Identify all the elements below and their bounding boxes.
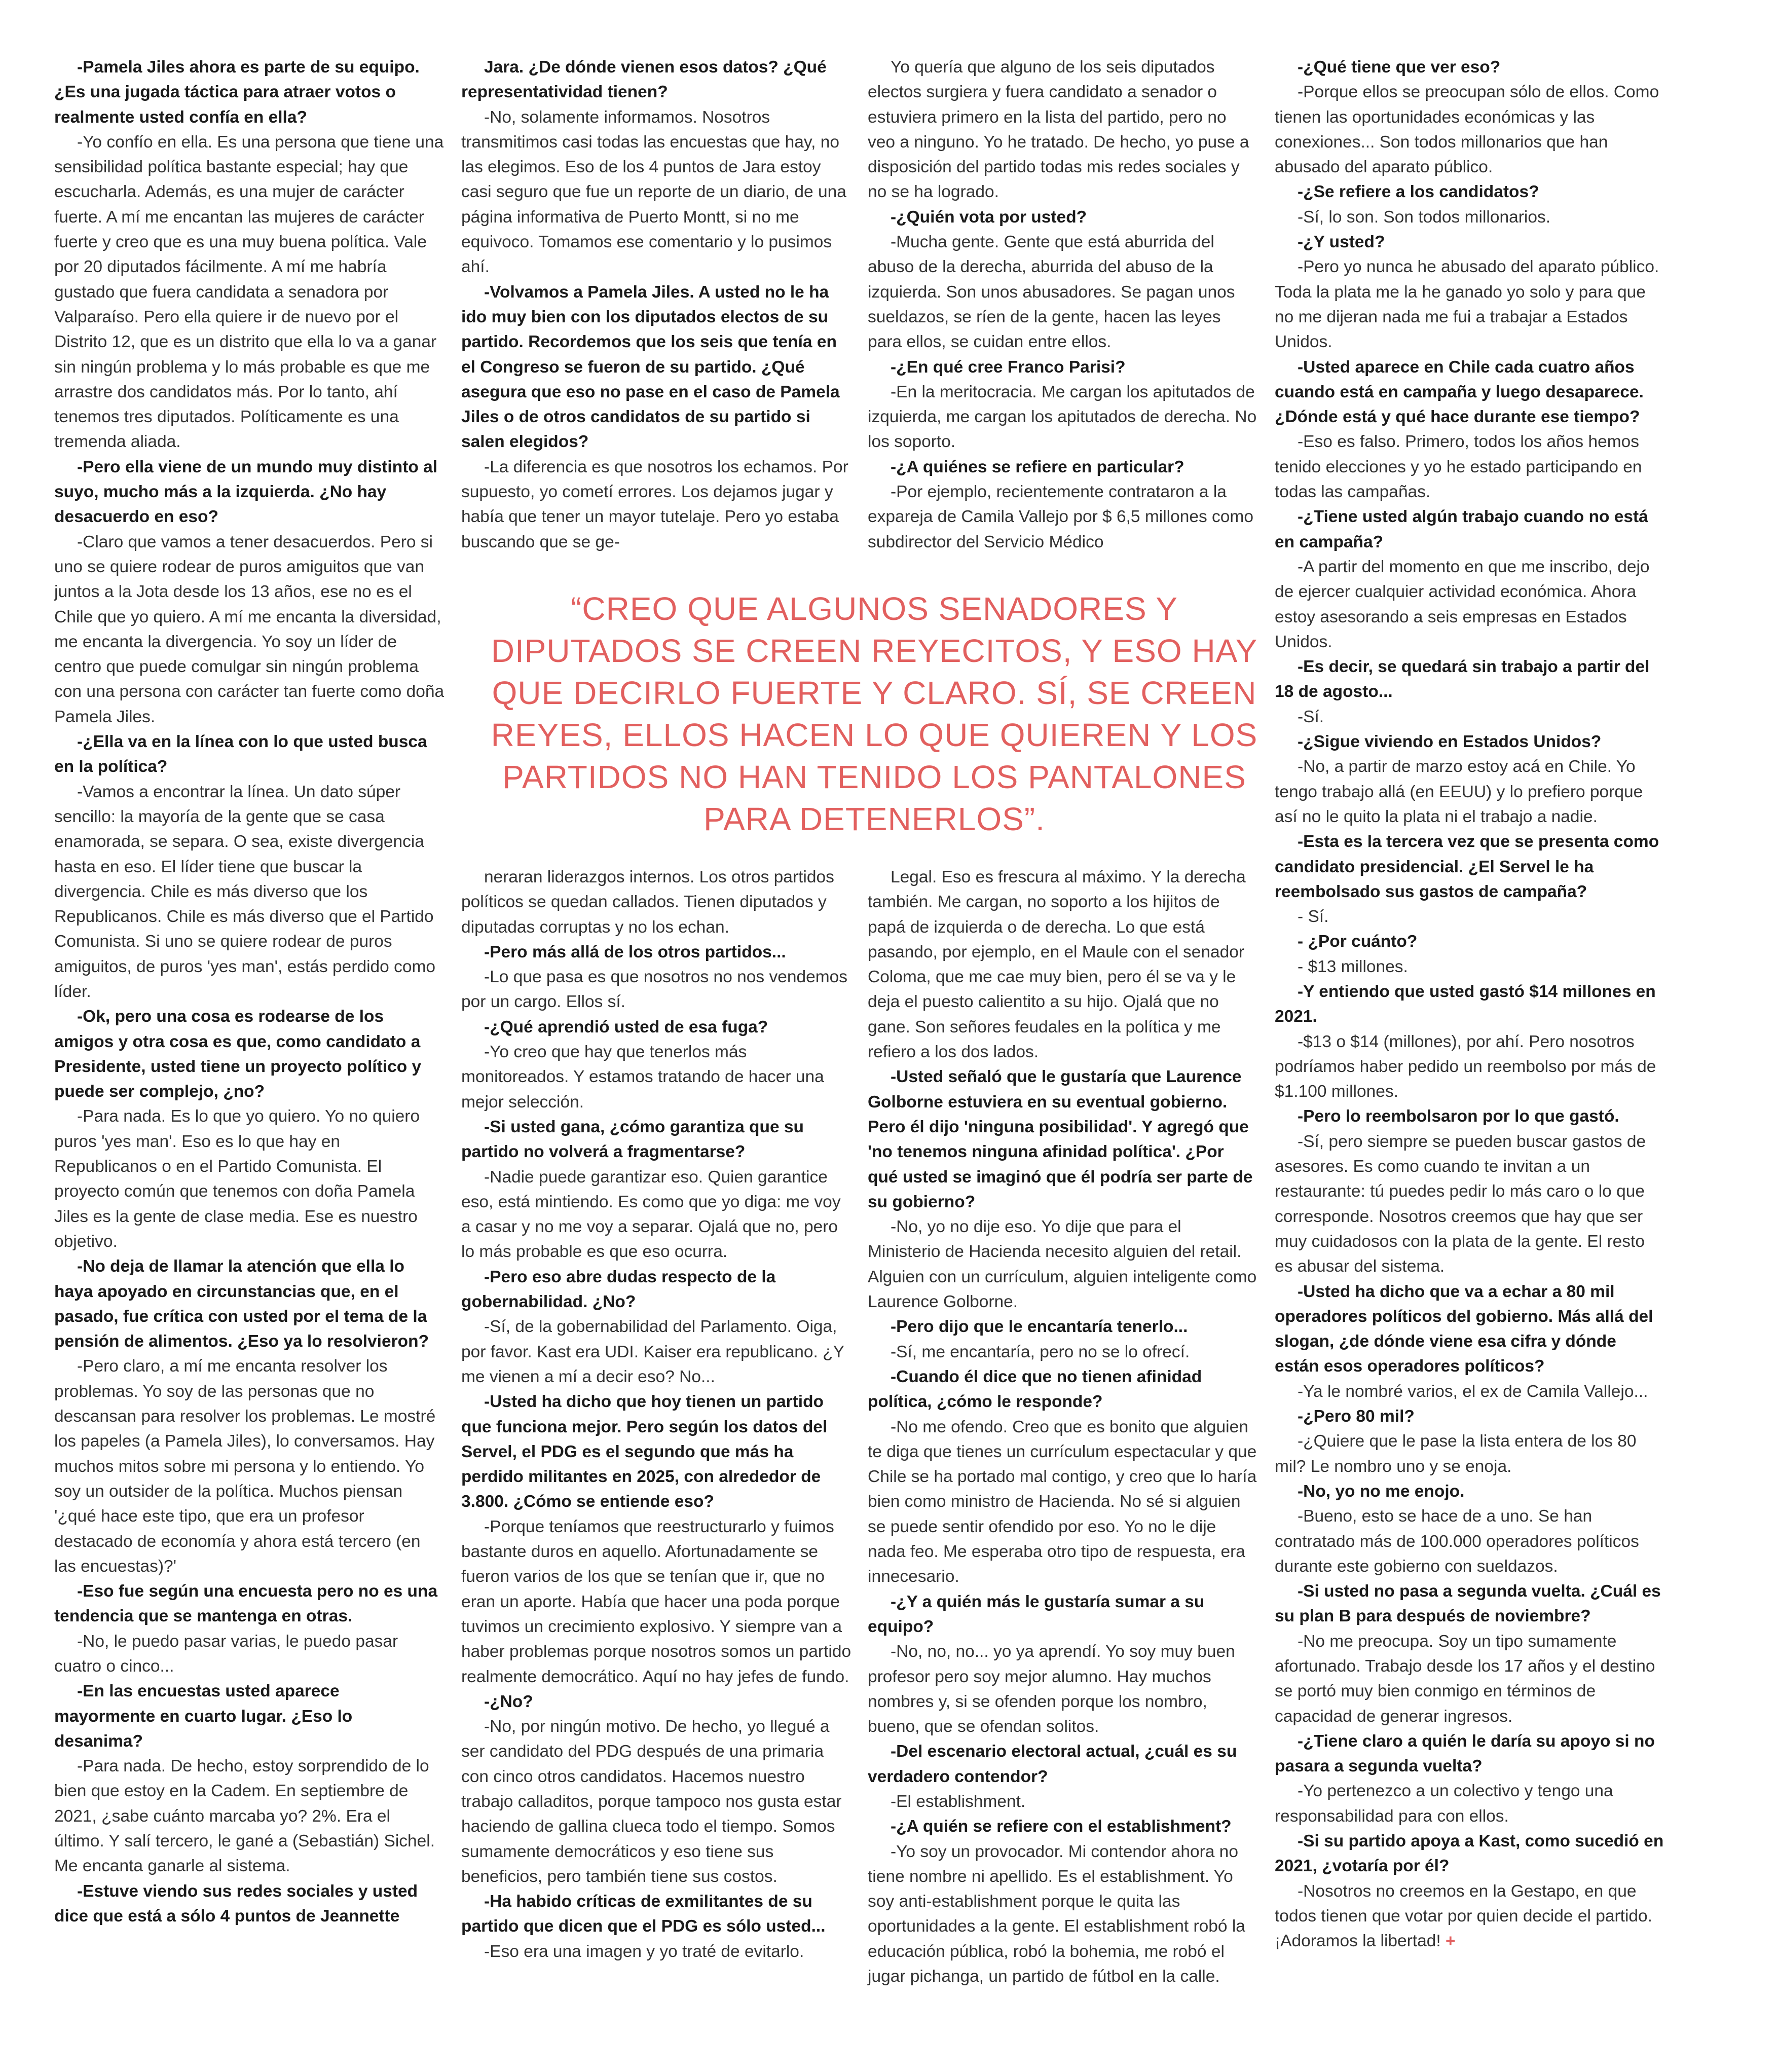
interview-answer: -No me ofendo. Creo que es bonito que alguien te diga que tienes un currículum espectacular y que Chile se ha portado mal contigo, y creo que lo haría bien como ministro de Hacienda. No sé si alguien se puede sentir ofendido por eso. Yo no le dije nada feo. Me esperaba otro tipo de respuesta, era innecesario. (868, 1417, 1257, 1586)
interview-answer: -Claro que vamos a tener desacuerdos. Pero si uno se quiere rodear de puros amiguitos que van juntos a la Jota desde los 13 años, ese no es el Chile que yo quiero. A mí me encanta la diversidad, me encanta la divergencia. Yo soy un líder de centro que puede comulgar sin ningún problema con una persona con carácter tan fuerte como doña Pamela Jiles. (54, 532, 444, 726)
interview-answer: -Yo confío en ella. Es una persona que tiene una sensibilidad política bastante especial; hay que escucharla. Además, es una mujer de carácter fuerte. A mí me encantan las mujeres de carácter fuerte y creo que es una muy buena política. Vale por 20 diputados fácilmente. A mí me habría gustado que fuera candidata a senadora por Valparaíso. Pero ella quiere ir de nuevo por el Distrito 12, que es un distrito que ella lo va a ganar sin ningún problema y lo más probable es que me arrastre dos candidatos más. Por lo tanto, ahí tenemos tres diputados. Políticamente es una tremenda aliada. (54, 132, 444, 452)
interview-answer: -Pero claro, a mí me encanta resolver los problemas. Yo soy de las personas que no descansan para resolver los problemas. Le mostré los papeles (a Pamela Jiles), lo conversamos. Hay muchos mitos sobre mi persona y lo entiendo. Yo soy un outsider de la política. Muchos piensan '¿qué hace este tipo, que era un profesor destacado de economía y ahora está tercero (en las encuestas)?' (54, 1357, 436, 1576)
interview-answer: -Por ejemplo, recientemente contrataron a la expareja de Camila Vallejo por $ 6,5 millones como subdirector del Servicio Médico (868, 483, 1253, 551)
interview-answer: -Yo soy un provocador. Mi contendor ahora no tiene nombre ni apellido. Es el establishment. Yo soy anti-establishment porque le quita las oportunidades a la gente. El establishment robó la educación pública, robó la bohemia, me robó el jugar pichanga, un partido de fútbol en la calle. (868, 1842, 1245, 1986)
interview-answer: -Para nada. Es lo que yo quiero. Yo no quiero puros 'yes man'. Eso es lo que hay en Republicanos o en el Partido Comunista. El proyecto común que tenemos con doña Pamela Jiles es la gente de clase media. Ese es nuestro objetivo. (54, 1107, 420, 1251)
interview-question: -¿Tiene usted algún trabajo cuando no está en campaña? (1275, 507, 1648, 551)
interview-question: -Pero más allá de los otros partidos... (484, 942, 786, 961)
interview-question: -Y entiendo que usted gastó $14 millones en 2021. (1275, 982, 1656, 1026)
interview-question: -¿Pero 80 mil? (1298, 1407, 1415, 1426)
end-mark: + (1446, 1932, 1456, 1951)
interview-answer: -Bueno, esto se hace de a uno. Se han contratado más de 100.000 operadores políticos durante este gobierno con sueldazos. (1275, 1507, 1639, 1576)
interview-answer: -Sí, lo son. Son todos millonarios. (1298, 207, 1551, 227)
interview-question: -En las encuestas usted aparece mayormente en cuarto lugar. ¿Eso lo desanima? (54, 1682, 353, 1751)
interview-question: -Pamela Jiles ahora es parte de su equipo. ¿Es una jugada táctica para atraer votos o realmente usted confía en ella? (54, 58, 420, 127)
interview-answer: -Sí, de la gobernabilidad del Parlamento. Oiga, por favor. Kast era UDI. Kaiser era republicano. ¿Y me vienen a mí a decir eso? No... (461, 1317, 844, 1386)
interview-answer: -En la meritocracia. Me cargan los apitutados de izquierda, me cargan los apitutados de derecha. No los soporto. (868, 382, 1257, 452)
interview-question: -Si su partido apoya a Kast, como sucedió en 2021, ¿votaría por él? (1275, 1832, 1664, 1876)
interview-answer: neraran liderazgos internos. Los otros partidos políticos se quedan callados. Tienen diputados y diputadas corruptas y no los echan. (461, 868, 834, 937)
interview-question: -Pero lo reembolsaron por lo que gastó. (1298, 1107, 1619, 1126)
interview-question: -Usted aparece en Chile cada cuatro años cuando está en campaña y luego desaparece. ¿Dónde está y qué hace durante ese tiempo? (1275, 357, 1644, 427)
interview-answer: -Para nada. De hecho, estoy sorprendido de lo bien que estoy en la Cadem. En septiembre de 2021, ¿sabe cuánto marcaba yo? 2%. Era el último. Y salí tercero, le gané a (Sebastián) Sichel. Me encanta ganarle al sistema. (54, 1757, 435, 1876)
interview-answer: Yo quería que alguno de los seis diputados electos surgiera y fuera candidato a senador o estuviera primero en la lista del partido, pero no veo a ninguno. Yo he tratado. De hecho, yo puse a disposición del partido todas mis redes sociales y no se ha logrado. (868, 58, 1249, 202)
interview-answer: -Sí, pero siempre se pueden buscar gastos de asesores. Es como cuando te invitan a un restaurante: tú puedes pedir lo más caro o lo que corresponde. Nosotros creemos que hay que ser muy cuidadosos con la plata de la gente. El resto es abusar del sistema. (1275, 1132, 1646, 1276)
interview-question: -Del escenario electoral actual, ¿cuál es su verdadero contendor? (868, 1742, 1237, 1786)
interview-question: - ¿Por cuánto? (1298, 932, 1418, 951)
interview-question: -¿En qué cree Franco Parisi? (891, 357, 1126, 377)
interview-question: -No, yo no me enojo. (1298, 1482, 1465, 1501)
interview-question: -Si usted no pasa a segunda vuelta. ¿Cuál es su plan B para después de noviembre? (1275, 1582, 1661, 1626)
interview-answer: -Porque teníamos que reestructurarlo y fuimos bastante duros en aquello. Afortunadamente se fueron varios de los que se tenían que ir, que no eran un aporte. Había que hacer una poda porque tuvimos un crecimiento explosivo. Y siempre van a haber problemas porque nosotros somos un partido realmente democrático. Aquí no hay jefes de fundo. (461, 1517, 851, 1686)
interview-question: -Usted señaló que le gustaría que Laurence Golborne estuviera en su eventual gobierno. Pero él dijo 'ninguna posibilidad'. Y agregó que 'no tenemos ninguna afinidad política'. ¿Por qué usted se imaginó que él podría ser parte de su gobierno? (868, 1067, 1253, 1211)
interview-question: -Es decir, se quedará sin trabajo a partir del 18 de agosto... (1275, 657, 1650, 701)
interview-question: -Cuando él dice que no tienen afinidad política, ¿cómo le responde? (868, 1367, 1202, 1412)
interview-answer: -No, por ningún motivo. De hecho, yo llegué a ser candidato del PDG después de una primaria con cinco otros candidatos. Hacemos nuestro trabajo calladitos, porque tampoco nos gusta estar haciendo de gallina clueca todo el tiempo. Somos sumamente democráticos y eso tiene sus beneficios, pero también tiene sus costos. (461, 1717, 842, 1886)
interview-question: -¿Qué tiene que ver eso? (1298, 58, 1501, 77)
interview-answer: -Eso es falso. Primero, todos los años hemos tenido elecciones y yo he estado participando en todas las campañas. (1275, 432, 1642, 502)
interview-answer: -No, yo no dije eso. Yo dije que para el Ministerio de Hacienda necesito alguien del retail. Alguien con un currículum, alguien inteligente como Laurence Golborne. (868, 1217, 1257, 1312)
interview-answer: -No, no, no... yo ya aprendí. Yo soy muy buen profesor pero soy mejor alumno. Hay muchos nombres y, si se ofenden porque los nombro, bueno, que se ofendan solitos. (868, 1642, 1235, 1736)
interview-answer: -$13 o $14 (millones), por ahí. Pero nosotros podríamos haber pedido un reembolso por más de $1.100 millones. (1275, 1032, 1656, 1101)
column-3-bottom (868, 865, 1258, 1989)
interview-answer: -No, solamente informamos. Nosotros transmitimos casi todas las encuestas que hay, no las elegimos. Eso de los 4 puntos de Jara estoy casi seguro que fue un reporte de un diario, de una página informativa de Puerto Montt, si no me equivoco. Tomamos ese comentario y lo pusimos ahí. (461, 107, 846, 277)
interview-question: -¿No? (484, 1692, 533, 1711)
interview-answer: -Lo que pasa es que nosotros no nos vendemos por un cargo. Ellos sí. (461, 968, 848, 1012)
interview-question: -No deja de llamar la atención que ella lo haya apoyado en circunstancias que, en el pasado, fue crítica con usted por el tema de la pensión de alimentos. ¿Eso ya lo resolvieron? (54, 1257, 429, 1351)
interview-answer: -Yo creo que hay que tenerlos más monitoreados. Y estamos tratando de hacer una mejor selección. (461, 1043, 824, 1112)
interview-question: -Si usted gana, ¿cómo garantiza que su partido no volverá a fragmentarse? (461, 1117, 804, 1162)
interview-question: -¿Y usted? (1298, 233, 1385, 252)
interview-answer: -La diferencia es que nosotros los echamos. Por supuesto, yo cometí errores. Los dejamos jugar y había que tener un mayor tutelaje. Pero yo estaba buscando que se ge- (461, 457, 848, 551)
interview-question: -Usted ha dicho que va a echar a 80 mil operadores políticos del gobierno. Más allá del slogan, ¿de dónde viene esa cifra y dónde están esos operadores políticos? (1275, 1282, 1653, 1376)
interview-answer: -Pero yo nunca he abusado del aparato público. Toda la plata me la he ganado yo solo y para que no me dijeran nada me fui a trabajar a Estados Unidos. (1275, 257, 1659, 352)
interview-answer: -Sí. (1298, 707, 1324, 726)
interview-question: -Volvamos a Pamela Jiles. A usted no le ha ido muy bien con los diputados electos de su partido. Recordemos que los seis que tenía en el Congreso se fueron de su partido. ¿Qué asegura que eso no pase en el caso de Pamela Jiles o de otros candidatos de su partido si salen elegidos? (461, 282, 840, 452)
interview-answer-text: -Nosotros no creemos en la Gestapo, en que todos tienen que votar por quien decide el partido. ¡Adoramos la libertad! (1275, 1881, 1652, 1951)
column-1 (54, 55, 444, 1929)
interview-answer: -Porque ellos se preocupan sólo de ellos. Como tienen las oportunidades económicas y las conexiones... Son todos millonarios que han abusado del aparato público. (1275, 83, 1659, 177)
interview-answer: -¿Quiere que le pase la lista entera de los 80 mil? Le nombro uno y se enoja. (1275, 1432, 1637, 1476)
interview-answer: -Nadie puede garantizar eso. Quien garantice eso, está mintiendo. Es como que yo diga: me voy a casar y no me voy a separar. Ojalá que no, pero lo más probable es que eso ocurra. (461, 1167, 841, 1262)
interview-answer: Legal. Eso es frescura al máximo. Y la derecha también. Me cargan, no soporto a los hijitos de papá de izquierda o de derecha. Lo que está pasando, por ejemplo, en el Maule con el senador Coloma, que me cae muy bien, pero él se va y le deja el puesto calientito a su hijo. Ojalá que no gane. Son señores feudales en la política y me refiero a los dos lados. (868, 868, 1246, 1062)
interview-question: -Ha habido críticas de exmilitantes de su partido que dicen que el PDG es sólo usted... (461, 1892, 826, 1936)
interview-question: Jara. ¿De dónde vienen esos datos? ¿Qué representatividad tienen? (461, 58, 827, 102)
interview-answer: - Sí. (1298, 907, 1329, 927)
interview-answer: -Mucha gente. Gente que está aburrida del abuso de la derecha, aburrida del abuso de la izquierda. Son unos abusadores. Se pagan unos sueldazos, se ríen de la gente, hacen las leyes para ellos, se cuidan entre ellos. (868, 233, 1235, 352)
interview-question: -¿Y a quién más le gustaría sumar a su equipo? (868, 1592, 1205, 1636)
interview-answer: -Sí, me encantaría, pero no se lo ofrecí. (891, 1342, 1190, 1361)
interview-answer: -Yo pertenezco a un colectivo y tengo una responsabilidad para con ellos. (1275, 1782, 1613, 1826)
interview-question: -¿Ella va en la línea con lo que usted busca en la política? (54, 732, 427, 776)
interview-question: -¿Tiene claro a quién le daría su apoyo si no pasara a segunda vuelta? (1275, 1731, 1655, 1776)
interview-question: -Ok, pero una cosa es rodearse de los amigos y otra cosa es que, como candidato a Presidente, usted tiene un proyecto político y puede ser complejo, ¿no? (54, 1007, 422, 1101)
interview-answer (1275, 1879, 1665, 1954)
interview-question: -Esta es la tercera vez que se presenta como candidato presidencial. ¿El Servel le ha reembolsado sus gastos de campaña? (1275, 832, 1659, 901)
pull-quote: “CREO QUE ALGUNOS SENADORES Y DIPUTADOS SE CREEN REYECITOS, Y ESO HAY QUE DECIRLO FUERTE Y CLARO. SÍ, SE CREEN REYES, ELLOS HACEN LO QUE QUIEREN Y LOS PARTIDOS NO HAN TENIDO LOS PANTALONES PARA DETENERLOS”. (491, 590, 1258, 837)
interview-question: -Usted ha dicho que hoy tienen un partido que funciona mejor. Pero según los datos del Servel, el PDG es el segundo que más ha perdido militantes en 2025, con alrededor de 3.800. ¿Cómo se entiende eso? (461, 1392, 828, 1511)
interview-question: -Pero dijo que le encantaría tenerlo... (891, 1317, 1188, 1337)
interview-question: -¿Se refiere a los candidatos? (1298, 182, 1539, 202)
interview-question: -Pero ella viene de un mundo muy distinto al suyo, mucho más a la izquierda. ¿No hay desacuerdo en eso? (54, 457, 438, 527)
interview-question: -¿Sigue viviendo en Estados Unidos? (1298, 732, 1602, 752)
interview-answer: -No me preocupa. Soy un tipo sumamente afortunado. Trabajo desde los 17 años y el destino se portó muy bien conmigo en términos de capacidad de generar ingresos. (1275, 1632, 1655, 1726)
column-2-bottom (461, 865, 851, 1964)
interview-answer: -No, le puedo pasar varias, le puedo pasar cuatro o cinco... (54, 1632, 398, 1676)
interview-answer: - $13 millones. (1298, 957, 1408, 976)
interview-answer: -Eso era una imagen y yo traté de evitarlo. (484, 1942, 804, 1961)
interview-answer: -No, a partir de marzo estoy acá en Chile. Yo tengo trabajo allá (en EEUU) y lo prefiero porque así no le quito la plata ni el trabajo a nadie. (1275, 757, 1643, 826)
column-4 (1275, 55, 1665, 1954)
interview-answer: -Vamos a encontrar la línea. Un dato súper sencillo: la mayoría de la gente que se casa enamorada, se separa. O sea, existe divergencia hasta en eso. El líder tiene que buscar la divergencia. Chile es más diverso que los Republicanos. Chile es más diverso que el Partido Comunista. Si uno se quiere rodear de puros amiguitos, de puros 'yes man', estás perdido como líder. (54, 782, 436, 1001)
interview-answer: -Ya le nombré varios, el ex de Camila Vallejo... (1298, 1382, 1648, 1401)
interview-question: -Pero eso abre dudas respecto de la gobernabilidad. ¿No? (461, 1267, 776, 1312)
interview-question: -¿A quiénes se refiere en particular? (891, 457, 1184, 476)
interview-answer: -El establishment. (891, 1792, 1026, 1811)
interview-question: -¿Quién vota por usted? (891, 207, 1087, 227)
interview-answer: -A partir del momento en que me inscribo, dejo de ejercer cualquier actividad económica. Ahora estoy asesorando a seis empresas en Estados Unidos. (1275, 557, 1650, 651)
column-2-top (461, 55, 851, 554)
interview-question: -¿A quién se refiere con el establishment? (891, 1817, 1232, 1836)
column-3-top (868, 55, 1258, 554)
interview-question: -Estuve viendo sus redes sociales y usted dice que está a sólo 4 puntos de Jeannette (54, 1881, 418, 1926)
interview-question: -¿Qué aprendió usted de esa fuga? (484, 1017, 768, 1037)
interview-question: -Eso fue según una encuesta pero no es una tendencia que se mantenga en otras. (54, 1582, 438, 1626)
